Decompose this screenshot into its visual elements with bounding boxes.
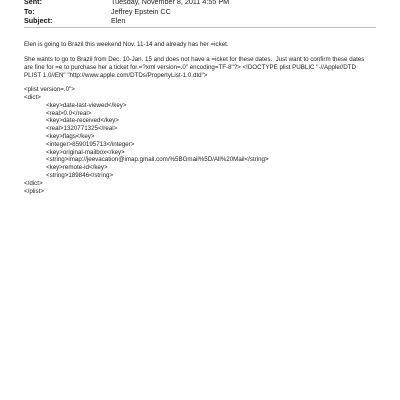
to-value: Jeffrey Epstein CC bbox=[111, 6, 171, 16]
plist-line: <key>flags</key> bbox=[46, 133, 95, 141]
sent-label: Sent: bbox=[24, 0, 42, 6]
email-header bbox=[24, 0, 384, 26]
email-body bbox=[24, 41, 374, 195]
subject-row bbox=[24, 16, 384, 26]
body-paragraph-2: She wants to go to Brazil from Dec. 10-Jan. 15 and does not have a =icket for these dates. Just want to confirm these dates are fine for =e to purchase her a ticket for.=?xml version=.0" encoding=TF-8"?> <!DOCTYPE plist PUBLIC "-//Apple//DTD PLIST 1.0//EN" "http://www.apple.com/DTDs/PropertyList-1.0.dtd"> bbox=[24, 56, 367, 79]
plist-line: </plist> bbox=[24, 187, 44, 195]
header-divider bbox=[24, 27, 376, 28]
plist-line: </dict> bbox=[24, 179, 43, 187]
sent-value: Tuesday, November 8, 2011 4:55 PM bbox=[111, 0, 230, 6]
body-paragraph-1: Elen is going to Brazil this weekend Nov. 11-14 and already has her =icket. bbox=[24, 41, 229, 48]
plist-line: <key>original-mailbox</key> bbox=[46, 148, 125, 156]
plist-line: <key>remote-id</key> bbox=[46, 164, 108, 172]
plist-line: <string>imap://jeevacation@imap.gmail.com/%5BGmail%5D/All%20Mail</string> bbox=[46, 156, 269, 164]
subject-label: Subject: bbox=[24, 16, 53, 25]
plist-line: <real>0.0</real> bbox=[46, 109, 92, 117]
plist-line: <key>date-received</key> bbox=[46, 117, 119, 125]
plist-line: <plist version=.0"> bbox=[24, 86, 75, 94]
plist-line: <integer>8590195713</integer> bbox=[46, 140, 135, 148]
plist-line: <real>1320771325</real> bbox=[46, 125, 118, 133]
plist-line: <key>date-last-viewed</key> bbox=[46, 101, 127, 109]
plist-line: <dict> bbox=[24, 94, 41, 102]
plist-block bbox=[24, 86, 374, 195]
to-row bbox=[24, 7, 384, 17]
to-label: To: bbox=[24, 6, 35, 16]
plist-line: <string>189846</string> bbox=[46, 172, 114, 180]
subject-value: Elen bbox=[111, 16, 126, 25]
